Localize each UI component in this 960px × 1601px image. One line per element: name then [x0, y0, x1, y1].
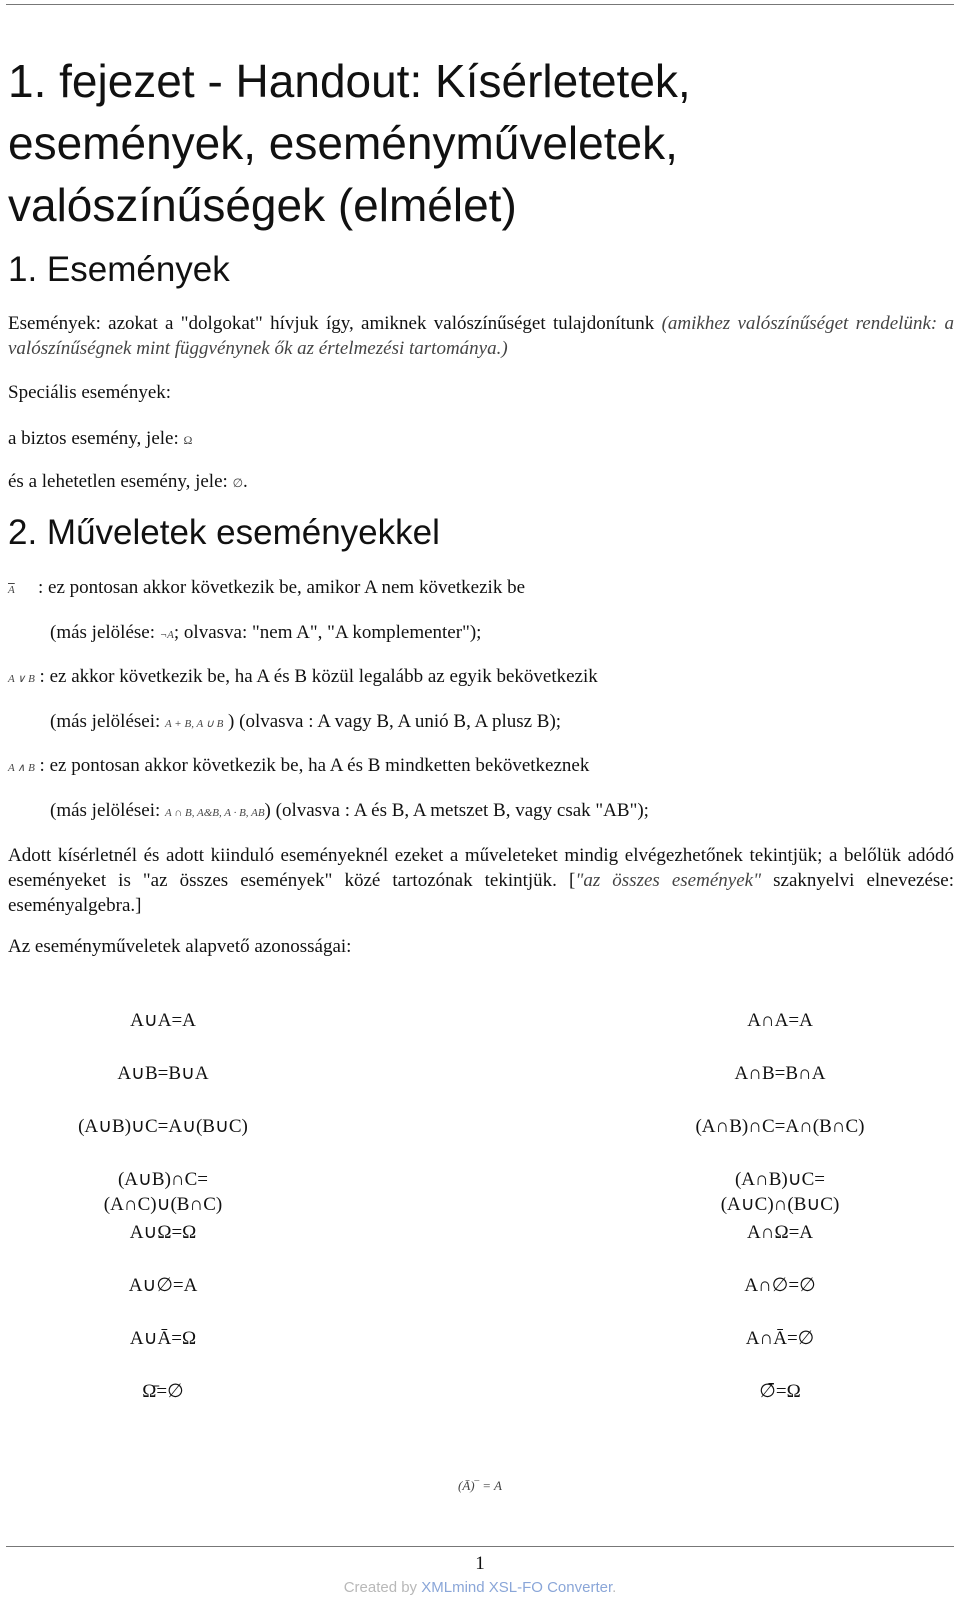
union-note-prefix: (más jelölései:	[50, 711, 161, 732]
identity-left-5: A∪Ω=Ω	[129, 1222, 197, 1243]
sure-event-text: a biztos esemény, jele:	[8, 428, 179, 449]
identity-left-6: A∪∅=A	[128, 1275, 198, 1296]
union-definition	[8, 664, 954, 692]
event-algebra-paragraph	[8, 843, 954, 918]
impossible-event-period: .	[243, 471, 248, 492]
complement-note-suffix: ; olvasva: "nem A", "A komplementer");	[173, 622, 482, 643]
identities-title: Az eseményműveletek alapvető azonosságai:	[8, 936, 352, 957]
omega-symbol: Ω	[183, 433, 193, 447]
or-symbol: A ∨ B	[8, 673, 35, 685]
complement-note	[50, 620, 481, 648]
intersection-symbols: A ∩ B, A&B, A · B, AB	[165, 807, 265, 819]
event-algebra-tail: szaknyelvi elnevezése: eseményalgebra.]	[8, 870, 954, 916]
intersection-note	[50, 798, 649, 826]
credit-prefix: Created by	[343, 1579, 418, 1596]
impossible-event-text: és a lehetetlen esemény, jele:	[8, 471, 228, 492]
events-definition	[8, 311, 954, 361]
section-heading-events: 1. Események	[8, 250, 230, 289]
sure-event-line	[8, 426, 954, 453]
page-number: 1	[475, 1553, 485, 1574]
complement-symbol: $\overline{A}$	[8, 584, 15, 596]
complement-definition	[8, 575, 954, 603]
identity-right-2: A∩B=B∩A	[734, 1063, 826, 1084]
union-note	[50, 709, 561, 737]
intersection-text: : ez pontosan akkor következik be, ha A és B mindketten bekövetkeznek	[39, 755, 590, 776]
event-algebra-text: Adott kísérletnél és adott kiinduló eseményeknél ezeket a műveleteket mindig elvégezhetőnek tekintjük; a belőlük adódó eseményeket is "az összes események" közé tartozónak tekintjük. [	[8, 845, 954, 891]
identity-right-4: (A∩B)∪C=(A∪C)∩(B∪C)	[720, 1169, 840, 1215]
intersection-note-prefix: (más jelölései:	[50, 800, 161, 821]
union-note-suffix: ) (olvasva : A vagy B, A unió B, A plusz B);	[228, 711, 562, 732]
identity-right-7: A∩Ā=∅	[745, 1328, 815, 1349]
and-symbol: A ∧ B	[8, 762, 35, 774]
special-events-label: Speciális események:	[8, 382, 172, 403]
events-definition-text: Események: azokat a "dolgokat" hívjuk így, amiknek valószínűséget tulajdonítunk	[8, 313, 655, 334]
top-rule	[6, 4, 954, 5]
converter-credit	[0, 1579, 960, 1596]
identity-right-6: A∩∅=∅	[744, 1275, 816, 1296]
empty-set-symbol: ∅	[232, 476, 244, 490]
identity-right-3: (A∩B)∩C=A∩(B∩C)	[695, 1116, 865, 1137]
converter-link[interactable]: XMLmind XSL-FO Converter	[421, 1579, 613, 1596]
identity-left-8: Ω̄=∅	[142, 1381, 184, 1402]
union-symbols: A + B, A ∪ B	[165, 718, 224, 730]
section-heading-operations: 2. Műveletek eseményekkel	[8, 513, 440, 552]
union-text: : ez akkor következik be, ha A és B közül legalább az egyik bekövetkezik	[39, 666, 598, 687]
identity-right-8: ∅̄=Ω	[759, 1381, 801, 1402]
credit-dot: .	[612, 1579, 617, 1596]
identity-left-3: (A∪B)∪C=A∪(B∪C)	[78, 1116, 248, 1137]
identity-left-4: (A∪B)∩C=(A∩C)∪(B∩C)	[103, 1169, 223, 1215]
bottom-rule	[6, 1546, 954, 1547]
intersection-note-suffix: ) (olvasva : A és B, A metszet B, vagy csak "AB");	[264, 800, 649, 821]
complement-text: : ez pontosan akkor következik be, amikor A nem következik be	[38, 577, 525, 598]
complement-note-prefix: (más jelölése:	[50, 622, 155, 643]
identity-right-1: A∩A=A	[747, 1010, 813, 1031]
not-symbol: ¬A	[159, 629, 174, 641]
intersection-definition	[8, 753, 954, 781]
events-definition-note: (amikhez valószínűséget rendelünk: a valószínűségnek mint függvénynek ők az értelmezési tartománya.)	[8, 313, 955, 359]
event-algebra-term: "az összes események"	[575, 870, 762, 891]
identity-left-1: A∪A=A	[130, 1010, 196, 1031]
identity-left-2: A∪B=B∪A	[117, 1063, 209, 1084]
double-complement-identity: (Ā)‾ = A	[458, 1478, 502, 1493]
identity-left-7: A∪Ā=Ω	[129, 1328, 197, 1349]
chapter-title: 1. fejezet - Handout: Kísérletetek, események, eseményműveletek, valószínűségek (elmélet)	[8, 55, 691, 231]
impossible-event-line	[8, 469, 954, 496]
identity-right-5: A∩Ω=A	[747, 1222, 813, 1243]
